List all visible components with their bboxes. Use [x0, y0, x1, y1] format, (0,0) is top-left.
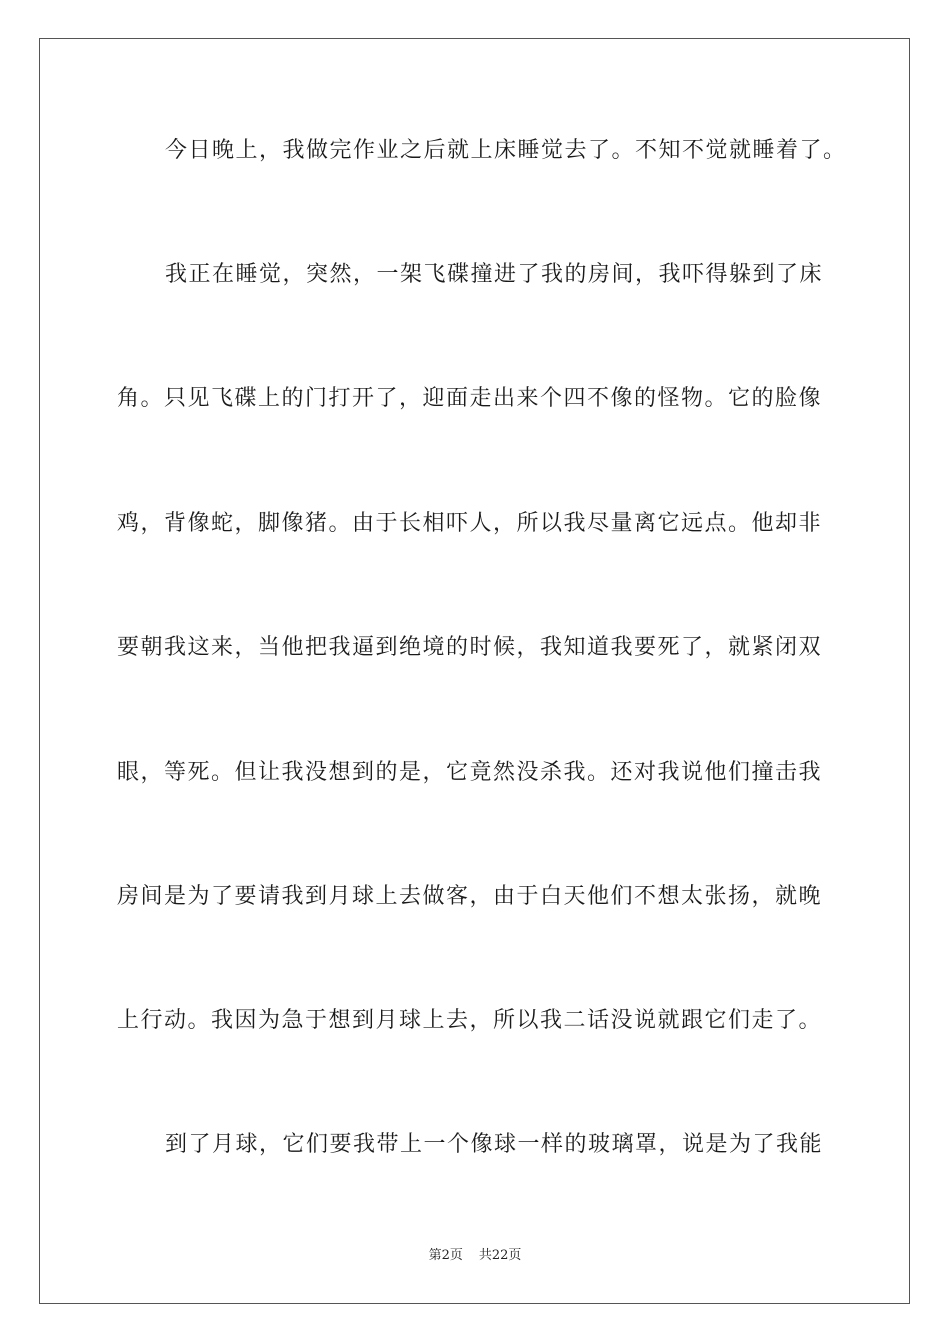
- paragraph-line-8: 上行动。我因为急于想到月球上去，所以我二话没说就跟它们走了。: [117, 1008, 823, 1033]
- page-border: [39, 38, 910, 1304]
- paragraph-line-1: 今日晚上，我做完作业之后就上床睡觉去了。不知不觉就睡着了。: [165, 138, 847, 163]
- paragraph-line-7: 房间是为了要请我到月球上去做客，由于白天他们不想太张扬，就晚: [117, 884, 823, 909]
- paragraph-line-2: 我正在睡觉，突然，一架飞碟撞进了我的房间，我吓得躲到了床: [165, 262, 824, 287]
- paragraph-line-6: 眼，等死。但让我没想到的是，它竟然没杀我。还对我说他们撞击我: [117, 760, 823, 785]
- paragraph-line-9: 到了月球，它们要我带上一个像球一样的玻璃罩，说是为了我能: [165, 1132, 824, 1157]
- paragraph-line-4: 鸡，背像蛇，脚像猪。由于长相吓人，所以我尽量离它远点。他却非: [117, 511, 823, 536]
- total-pages: 共22页: [478, 1248, 522, 1263]
- paragraph-line-3: 角。只见飞碟上的门打开了，迎面走出来个四不像的怪物。它的脸像: [117, 386, 823, 411]
- page-footer: [0, 1247, 950, 1265]
- paragraph-line-5: 要朝我这来，当他把我逼到绝境的时候，我知道我要死了，就紧闭双: [117, 635, 823, 660]
- page-number: 第2页: [428, 1248, 463, 1263]
